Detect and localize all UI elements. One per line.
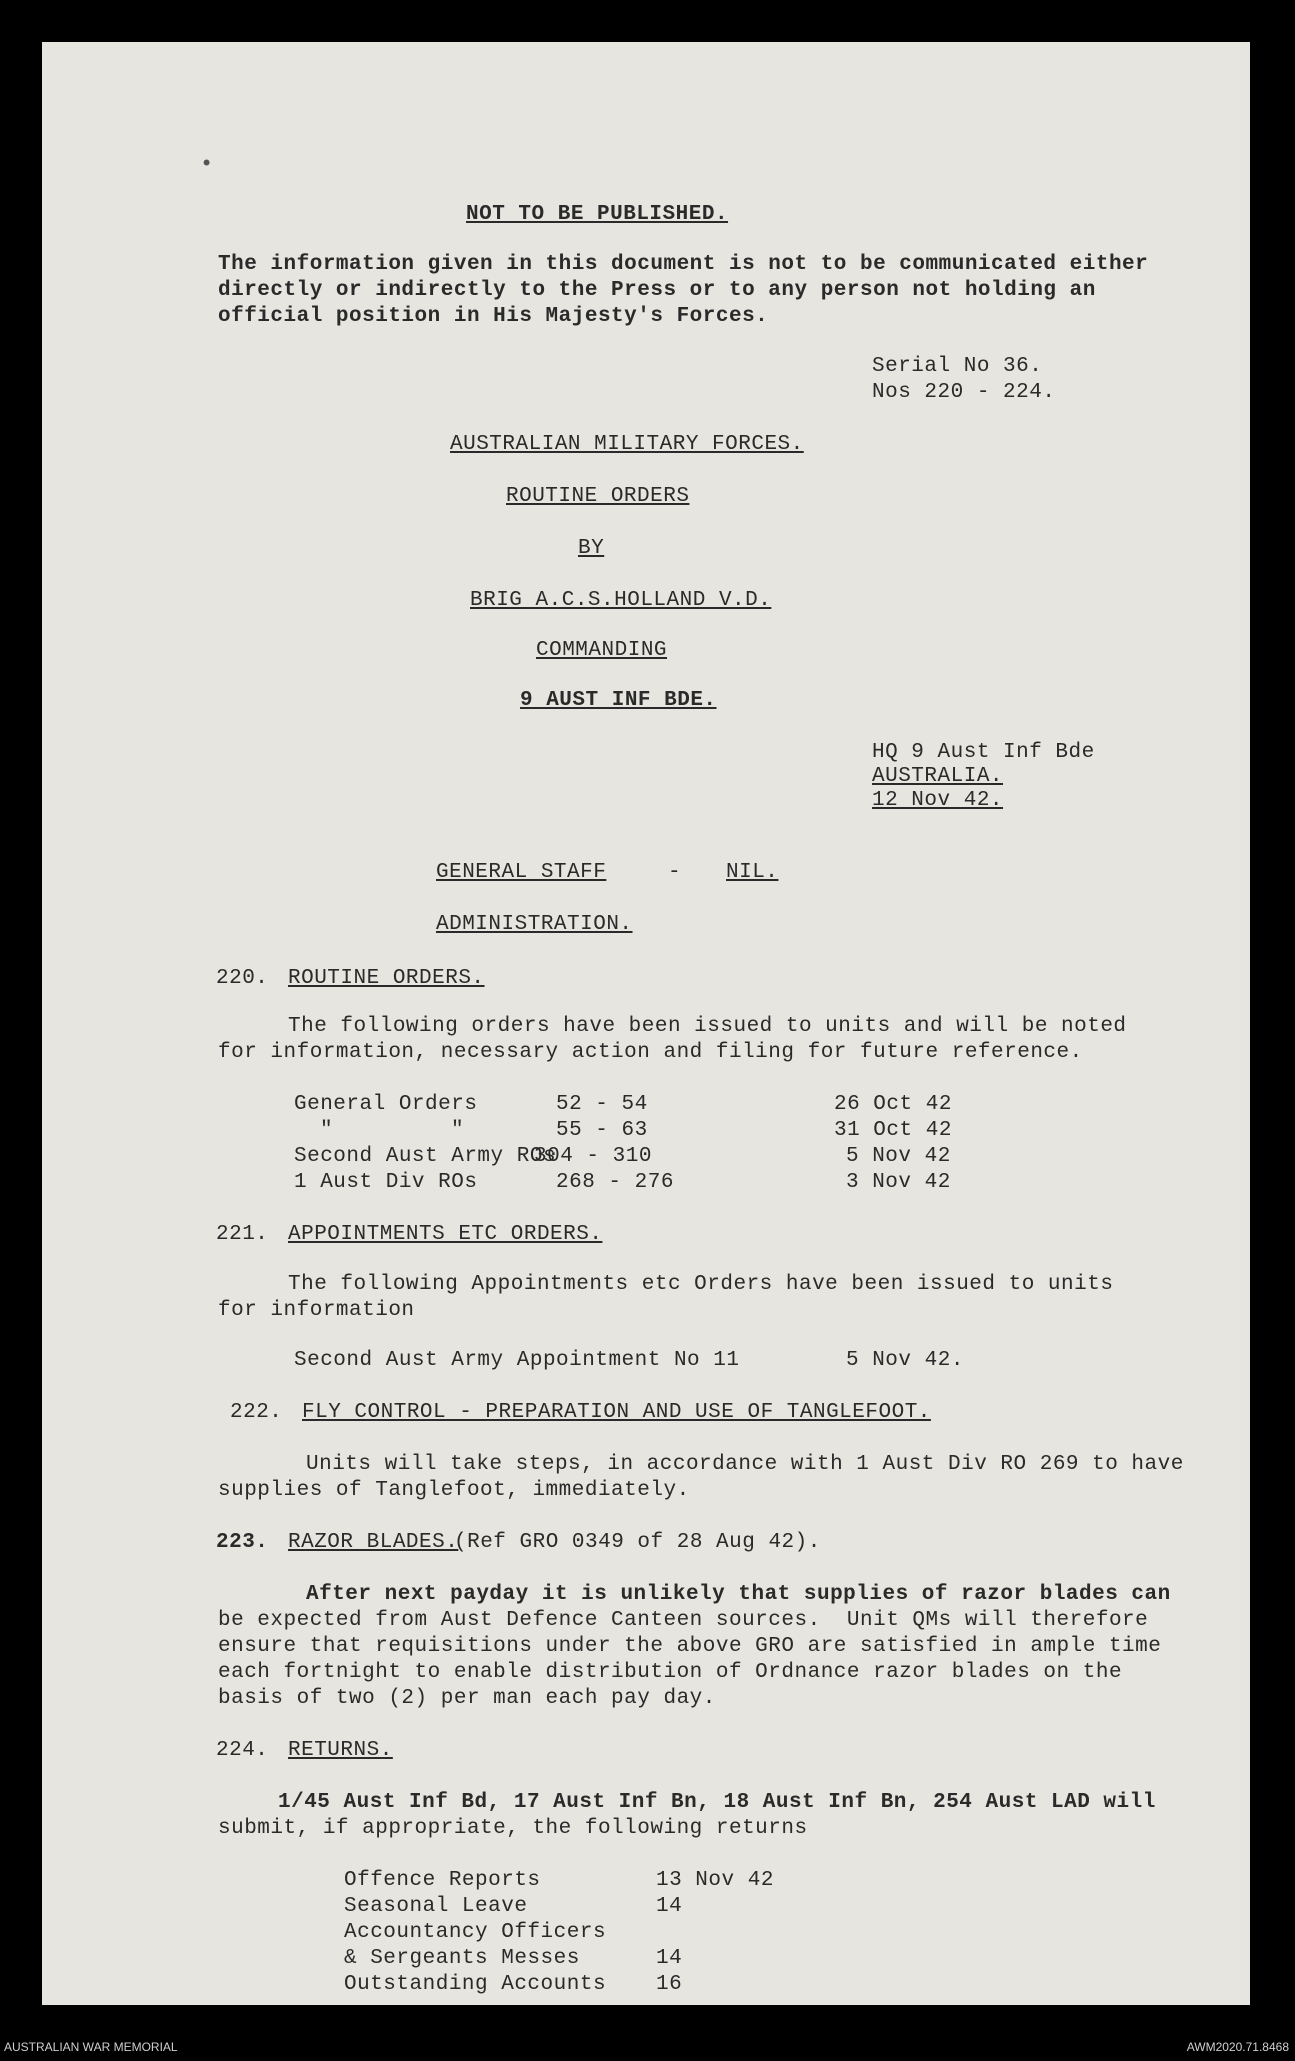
orders-table-name: General Orders [294, 1093, 478, 1116]
return-name: & Sergeants Messes [344, 1947, 580, 1970]
item-221-number: 221. [216, 1223, 269, 1246]
administration-heading: ADMINISTRATION. [436, 913, 633, 936]
orders-table-date: 31 Oct 42 [834, 1119, 952, 1142]
item-224-heading: RETURNS. [288, 1739, 393, 1762]
orders-table-range: 55 - 63 [556, 1119, 648, 1142]
by-line: BY [578, 537, 605, 560]
item-221-line-1: The following Appointments etc Orders have been issued to units [288, 1273, 1114, 1296]
restriction-title: NOT TO BE PUBLISHED. [466, 203, 729, 226]
orders-table-date: 3 Nov 42 [846, 1171, 951, 1194]
commander-name: BRIG A.C.S.HOLLAND V.D. [470, 589, 772, 612]
item-223-line-5: basis of two (2) per man each pay day. [218, 1687, 716, 1710]
unit-name: 9 AUST INF BDE. [520, 689, 717, 712]
item-224-number: 224. [216, 1739, 269, 1762]
footer-accession-number: AWM2020.71.8468 [1186, 2040, 1289, 2054]
item-224-line-2: submit, if appropriate, the following returns [218, 1817, 808, 1840]
appointment-date: 5 Nov 42. [846, 1349, 964, 1372]
serial-number: Serial No 36. [872, 355, 1043, 378]
orders-table-range: 268 - 276 [556, 1171, 674, 1194]
item-222-number: 222. [230, 1401, 283, 1424]
notice-line-1: The information given in this document is not to be communicated either [218, 253, 1149, 276]
orders-table-name: " " [320, 1119, 465, 1142]
orders-table-date: 26 Oct 42 [834, 1093, 952, 1116]
notice-line-2: directly or indirectly to the Press or to any person not holding an [218, 279, 1096, 302]
item-220-line-1: The following orders have been issued to units and will be noted [288, 1015, 1127, 1038]
item-220-line-2: for information, necessary action and filing for future reference. [218, 1041, 1083, 1064]
item-221-heading: APPOINTMENTS ETC ORDERS. [288, 1223, 603, 1246]
forces-title: AUSTRALIAN MILITARY FORCES. [450, 433, 804, 456]
item-224-line-1: 1/45 Aust Inf Bd, 17 Aust Inf Bn, 18 Aust Inf Bn, 254 Aust LAD will [278, 1791, 1156, 1814]
general-staff-nil: NIL. [726, 861, 779, 884]
general-staff-heading: GENERAL STAFF [436, 861, 607, 884]
order-numbers: Nos 220 - 224. [872, 381, 1056, 404]
item-223-heading: RAZOR BLADES. [288, 1531, 459, 1554]
item-223-number: 223. [216, 1531, 269, 1554]
punch-hole-mark: • [200, 152, 214, 177]
date-line: 12 Nov 42. [872, 789, 1004, 812]
item-223-line-2: be expected from Aust Defence Canteen sources. Unit QMs will therefore [218, 1609, 1149, 1632]
return-date: 14 [656, 1895, 683, 1918]
return-name: Accountancy Officers [344, 1921, 607, 1944]
notice-line-3: official position in His Majesty's Forces. [218, 305, 769, 328]
item-222-heading: FLY CONTROL - PREPARATION AND USE OF TANGLEFOOT. [302, 1401, 931, 1424]
item-223-line-1: After next payday it is unlikely that supplies of razor blades can [306, 1583, 1171, 1606]
return-date: 14 [656, 1947, 683, 1970]
item-220-number: 220. [216, 967, 269, 990]
document-page [42, 42, 1250, 2005]
item-222-line-2: supplies of Tanglefoot, immediately. [218, 1479, 690, 1502]
hq-line: HQ 9 Aust Inf Bde [872, 741, 1095, 764]
commanding-line: COMMANDING [536, 639, 668, 662]
item-222-line-1: Units will take steps, in accordance with 1 Aust Div RO 269 to have [306, 1453, 1184, 1476]
orders-table-range: 52 - 54 [556, 1093, 648, 1116]
return-name: Outstanding Accounts [344, 1973, 607, 1996]
return-date: 16 [656, 1973, 683, 1996]
orders-table-date: 5 Nov 42 [846, 1145, 951, 1168]
routine-orders-title: ROUTINE ORDERS [506, 485, 690, 508]
return-name: Seasonal Leave [344, 1895, 528, 1918]
general-staff-dash: - [668, 861, 682, 884]
place-line: AUSTRALIA. [872, 765, 1004, 788]
return-name: Offence Reports [344, 1869, 541, 1892]
orders-table-name: Second Aust Army ROs [294, 1145, 557, 1168]
return-date: 13 Nov 42 [656, 1869, 774, 1892]
item-223-line-3: ensure that requisitions under the above GRO are satisfied in ample time [218, 1635, 1162, 1658]
item-223-line-4: each fortnight to enable distribution of Ordnance razor blades on the [218, 1661, 1123, 1684]
orders-table-name: 1 Aust Div ROs [294, 1171, 478, 1194]
item-220-heading: ROUTINE ORDERS. [288, 967, 485, 990]
item-221-line-2: for information [218, 1299, 415, 1322]
appointment-entry: Second Aust Army Appointment No 11 [294, 1349, 740, 1372]
footer-institution: AUSTRALIAN WAR MEMORIAL [4, 2040, 178, 2054]
orders-table-range: 304 - 310 [534, 1145, 652, 1168]
item-223-reference: (Ref GRO 0349 of 28 Aug 42). [454, 1531, 821, 1554]
